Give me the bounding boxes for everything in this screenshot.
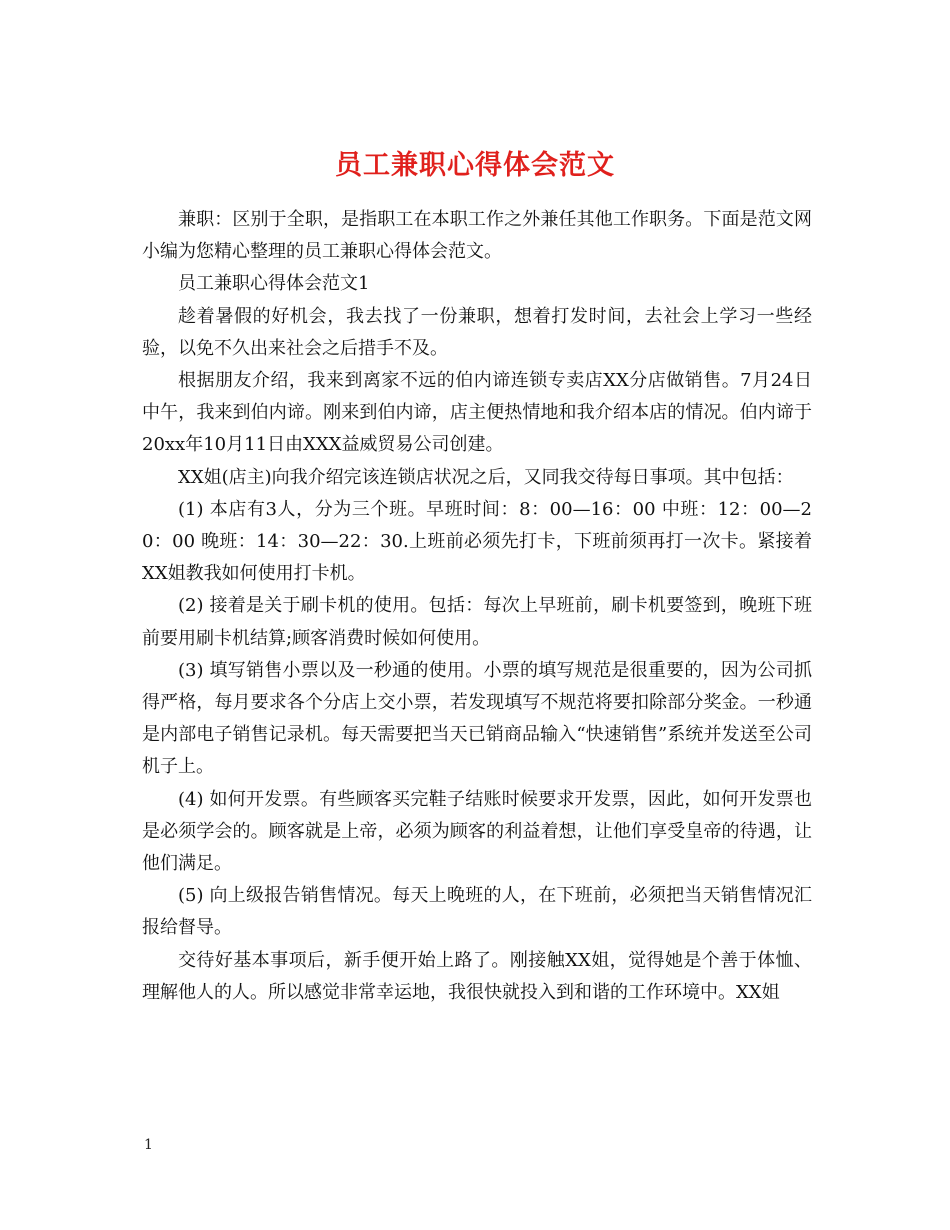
- list-item-3: (3) 填写销售小票以及一秒通的使用。小票的填写规范是很重要的，因为公司抓得严格，每月要求各个分店上交小票，若发现填写不规范将要扣除部分奖金。一秒通是内部电子销售记录机。每天需要把当天已销商品输入“快速销售”系统并发送至公司机子上。: [142, 659, 812, 778]
- body-paragraph: XX姐(店主)向我介绍完该连锁店状况之后，又同我交待每日事项。其中包括：: [178, 466, 794, 488]
- list-item-2: (2) 接着是关于刷卡机的使用。包括：每次上早班前，刷卡机要签到，晚班下班前要用刷卡机结算;顾客消费时候如何使用。: [142, 595, 812, 649]
- list-item-4: (4) 如何开发票。有些顾客买完鞋子结账时候要求开发票，因此，如何开发票也是必须学会的。顾客就是上帝，必须为顾客的利益着想，让他们享受皇帝的待遇，让他们满足。: [142, 788, 812, 875]
- page-number: 1: [144, 1137, 153, 1153]
- list-item-5: (5) 向上级报告销售情况。每天上晚班的人，在下班前，必须把当天销售情况汇报给督导。: [142, 885, 812, 939]
- list-item-1: (1) 本店有3人，分为三个班。早班时间：8：00—16：00 中班：12：00—20：00 晚班：14：30—22：30.上班前必须先打卡，下班前须再打一次卡。紧接着XX姐教我如何使用打卡机。: [142, 498, 812, 585]
- body-paragraph: 根据朋友介绍，我来到离家不远的伯内谛连锁专卖店XX分店做销售。7月24日中午，我来到伯内谛。刚来到伯内谛，店主便热情地和我介绍本店的情况。伯内谛于20xx年10月11日由XXX益威贸易公司创建。: [142, 370, 812, 456]
- intro-paragraph: 兼职：区别于全职，是指职工在本职工作之外兼任其他工作职务。下面是范文网小编为您精心整理的员工兼职心得体会范文。: [142, 209, 812, 263]
- section-heading: 员工兼职心得体会范文1: [178, 273, 370, 295]
- document-title: 员工兼职心得体会范文: [335, 150, 615, 182]
- body-paragraph: 交待好基本事项后，新手便开始上路了。刚接触XX姐，觉得她是个善于体恤、理解他人的人。所以感觉非常幸运地，我很快就投入到和谐的工作环境中。XX姐: [142, 949, 812, 1003]
- document-body: [142, 204, 812, 1009]
- body-paragraph: 趁着暑假的好机会，我去找了一份兼职，想着打发时间，去社会上学习一些经验，以免不久出来社会之后措手不及。: [142, 305, 812, 359]
